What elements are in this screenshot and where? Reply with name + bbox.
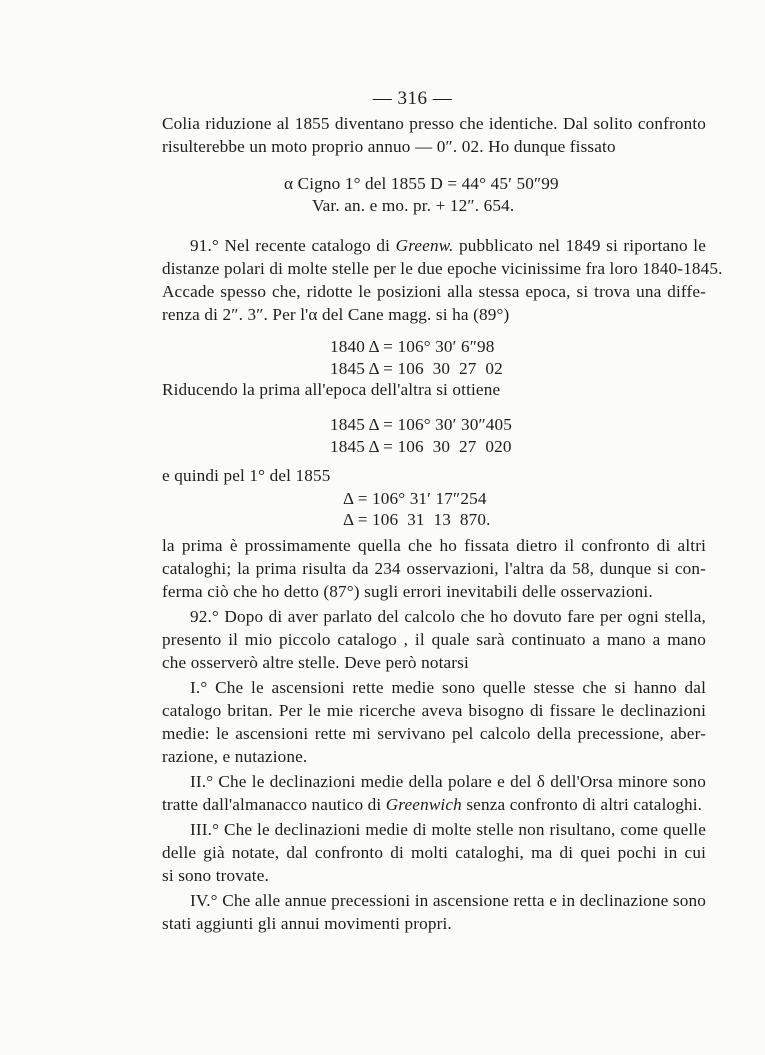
page-number: — 316 — (372, 88, 453, 109)
text-line: distanze polari di molte stelle per le due epoche vicinissime fra loro 1840-1845. (162, 259, 723, 278)
formula-line: Var. an. e mo. pr. + 12″. 654. (312, 196, 515, 215)
formula-line: 1845 Δ = 106 30 27 020 (330, 437, 512, 456)
text-line: razione, e nutazione. (162, 747, 308, 766)
formula-line: 1845 Δ = 106° 30′ 30″405 (330, 415, 513, 434)
text-line: che osserverò altre stelle. Deve però notarsi (162, 653, 469, 672)
formula-line: 1845 Δ = 106 30 27 02 (330, 359, 503, 378)
text-span: tratte dall'almanacco nautico di (162, 795, 386, 814)
italic-span: Greenwich (385, 795, 462, 814)
text-line (162, 795, 706, 815)
text-line: si sono trovate. (162, 866, 269, 885)
text-span: 91.° Nel recente catalogo di (190, 236, 396, 255)
text-line (190, 236, 706, 256)
text-line: Riducendo la prima all'epoca dell'altra si ottiene (162, 380, 501, 399)
text-line: presento il mio piccolo catalogo , il quale sarà continuato a mano a mano (162, 630, 706, 649)
text-line: la prima è prossimamente quella che ho fissata dietro il confronto di altri (162, 536, 706, 555)
text-line: renza di 2″. 3″. Per l'α del Cane magg. si ha (89°) (162, 305, 510, 324)
formula-line: 1840 Δ = 106° 30′ 6″98 (330, 337, 495, 356)
text-span: senza confronto di altri cataloghi. (461, 795, 703, 814)
text-line: Accade spesso che, ridotte le posizioni alla stessa epoca, si trova una diffe- (162, 282, 706, 301)
formula-line: Δ = 106° 31′ 17″254 (343, 489, 487, 508)
text-line: e quindi pel 1° del 1855 (162, 466, 331, 485)
formula-line: α Cigno 1° del 1855 D = 44° 45′ 50″99 (284, 174, 559, 193)
text-line: catalogo britan. Per le mie ricerche aveva bisogno di fissare le declinazioni (162, 701, 706, 720)
text-line: ferma ciò che ho detto (87°) sugli errori inevitabili delle osservazioni. (162, 582, 653, 601)
text-line: stati aggiunti gli annui movimenti propri. (162, 914, 452, 933)
text-line: IV.° Che alle annue precessioni in ascensione retta e in declinazione sono (190, 891, 706, 910)
text-line: 92.° Dopo di aver parlato del calcolo che ho dovuto fare per ogni stella, (190, 607, 706, 626)
formula-line: Δ = 106 31 13 870. (343, 510, 491, 529)
text-line: cataloghi; la prima risulta da 234 osservazioni, l'altra da 58, dunque si con- (162, 559, 706, 578)
text-span: pubblicato nel 1849 si riportano le (453, 236, 706, 255)
italic-span: Greenw. (395, 236, 454, 255)
text-line: medie: le ascensioni rette mi servivano pel calcolo della precessione, aber- (162, 724, 706, 743)
text-line: III.° Che le declinazioni medie di molte stelle non risultano, come quelle (190, 820, 706, 839)
text-line: I.° Che le ascensioni rette medie sono quelle stesse che si hanno dal (190, 678, 706, 697)
text-line: risulterebbe un moto proprio annuo — 0″. 02. Ho dunque fissato (162, 137, 616, 156)
text-line: II.° Che le declinazioni medie della polare e del δ dell'Orsa minore sono (190, 772, 706, 791)
text-line: Colia riduzione al 1855 diventano presso che identiche. Dal solito confronto (162, 114, 706, 133)
text-line: delle già notate, dal confronto di molti cataloghi, ma di quei pochi in cui (162, 843, 706, 862)
